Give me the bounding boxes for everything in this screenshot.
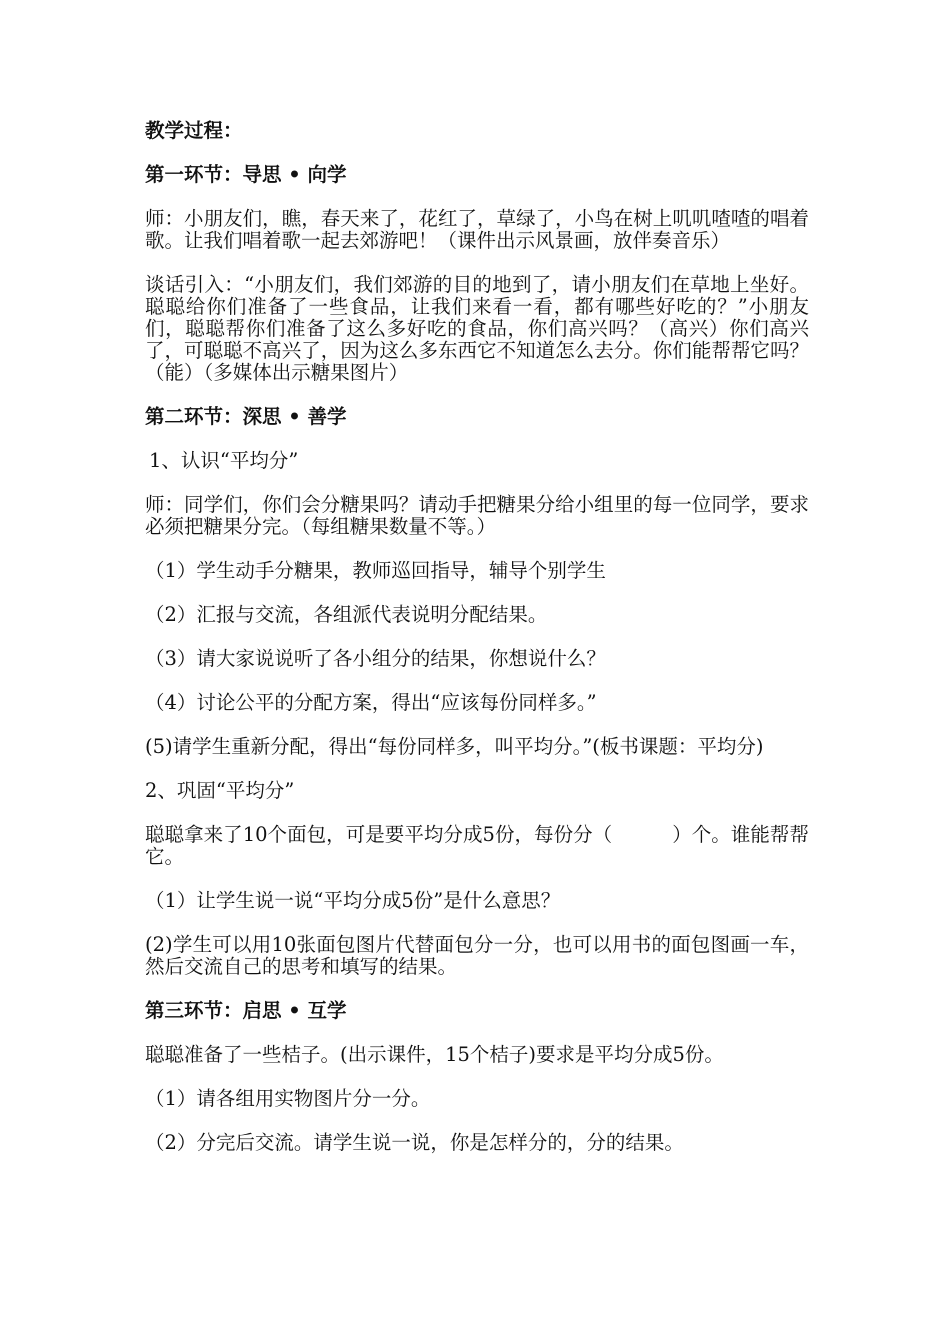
section2-subheading-1: 1、认识“平均分” <box>149 449 299 472</box>
document-title: 教学过程： <box>145 119 243 142</box>
section1-paragraph-1: 师：小朋友们，瞧，春天来了，花红了，草绿了，小鸟在树上叽叽喳喳的唱着歌。让我们唱着歌一起去郊游吧！（课件出示风景画，放伴奏音乐） <box>145 207 809 252</box>
section2-paragraph-1: 师：同学们，你们会分糖果吗？请动手把糖果分给小组里的每一位同学，要求必须把糖果分完。（每组糖果数量不等。） <box>145 493 809 538</box>
section1-paragraph-2: 谈话引入：“小朋友们，我们郊游的目的地到了，请小朋友们在草地上坐好。聪聪给你们准备了一些食品，让我们来看一看，都有哪些好吃的？”小朋友们，聪聪帮你们准备了这么多好吃的食品，你们高兴吗？（高兴）你们高兴了，可聪聪不高兴了，因为这么多东西它不知道怎么去分。你们能帮帮它吗？（能）（多媒体出示糖果图片） <box>145 273 809 384</box>
section1-heading: 第一环节：导思 • 向学 <box>145 163 347 186</box>
section2-subheading-2: 2、巩固“平均分” <box>145 779 295 802</box>
section2-step-2: （2）汇报与交流，各组派代表说明分配结果。 <box>145 603 548 626</box>
section2-step-5: (5)请学生重新分配，得出“每份同样多，叫平均分。”(板书课题：平均分) <box>145 735 764 758</box>
section2-step-4: （4）讨论公平的分配方案，得出“应该每份同样多。” <box>145 691 597 714</box>
section2-paragraph-2 <box>145 824 809 868</box>
section2-question-1: （1）让学生说一说“平均分成5份”是什么意思？ <box>145 889 561 912</box>
paragraph-2-part-b: ）个。谁能帮帮它。 <box>145 823 809 868</box>
section2-step-1: （1）学生动手分糖果，教师巡回指导，辅导个别学生 <box>145 559 606 582</box>
section2-step-3: （3）请大家说说听了各小组分的结果，你想说什么？ <box>145 647 606 670</box>
document-page <box>145 120 809 1154</box>
paragraph-2-part-a: 聪聪拿来了10个面包，可是要平均分成5份，每份分（ <box>145 823 613 846</box>
section3-heading: 第三环节：启思 • 互学 <box>145 999 347 1022</box>
section3-paragraph-1: 聪聪准备了一些桔子。(出示课件，15个桔子)要求是平均分成5份。 <box>145 1043 724 1066</box>
section3-step-2: （2）分完后交流。请学生说一说，你是怎样分的，分的结果。 <box>145 1131 684 1154</box>
section3-step-1: （1）请各组用实物图片分一分。 <box>145 1087 431 1110</box>
section2-question-2: (2)学生可以用10张面包图片代替面包分一分，也可以用书的面包图画一车，然后交流自己的思考和填写的结果。 <box>145 933 809 978</box>
section2-heading: 第二环节：深思 • 善学 <box>145 405 347 428</box>
